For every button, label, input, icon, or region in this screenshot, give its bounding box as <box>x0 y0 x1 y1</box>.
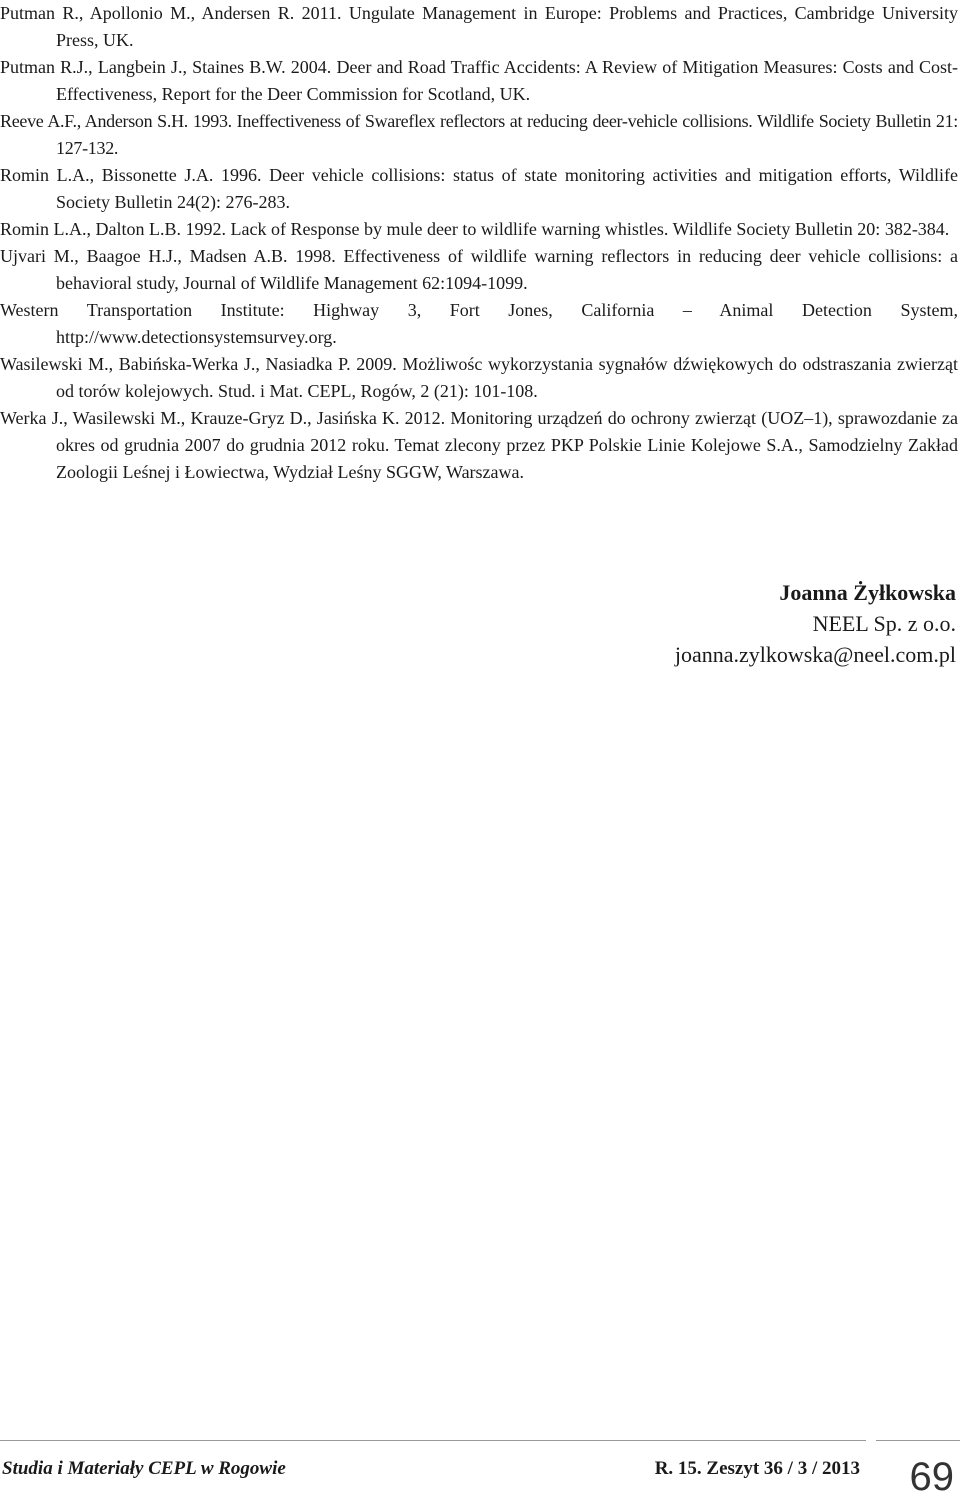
footer-divider-right <box>876 1440 960 1441</box>
reference-entry: Werka J., Wasilewski M., Krauze-Gryz D., Jasińska K. 2012. Monitoring urządzeń do ochrony zwierząt (UOZ–1), sprawozdanie za okres od grudnia 2007 do grudnia 2012 roku. Temat zlecony przez PKP Polskie Linie Kolejowe S.A., Samodzielny Zakład Zoologii Leśnej i Łowiectwa, Wydział Leśny SGGW, Warszawa. <box>0 408 958 482</box>
reference-entry: Putman R.J., Langbein J., Staines B.W. 2004. Deer and Road Traffic Accidents: A Review of Mitigation Measures: Costs and Cost-Effectiveness, Report for the Deer Commission for Scotland, UK. <box>0 57 958 104</box>
reference-entry: Reeve A.F., Anderson S.H. 1993. Ineffectiveness of Swareflex reflectors at reducing deer-vehicle collisions. Wildlife Society Bulletin 21: 127-132. <box>0 111 958 158</box>
author-company: NEEL Sp. z o.o. <box>812 611 956 636</box>
author-email: joanna.zylkowska@neel.com.pl <box>674 642 956 667</box>
footer-journal-title: Studia i Materiały CEPL w Rogowie <box>2 1458 286 1479</box>
reference-entry: Romin L.A., Bissonette J.A. 1996. Deer vehicle collisions: status of state monitoring activities and mitigation efforts, Wildlife Society Bulletin 24(2): 276-283. <box>0 165 958 212</box>
reference-entry: Putman R., Apollonio M., Andersen R. 2011. Ungulate Management in Europe: Problems and Practices, Cambridge University Press, UK. <box>0 3 958 50</box>
reference-entry: Ujvari M., Baagoe H.J., Madsen A.B. 1998. Effectiveness of wildlife warning reflectors in reducing deer vehicle collisions: a behavioral study, Journal of Wildlife Management 62:1094-1099. <box>0 246 958 293</box>
footer-issue: R. 15. Zeszyt 36 / 3 / 2013 <box>654 1458 860 1479</box>
footer-divider <box>0 1440 866 1441</box>
reference-entry: Romin L.A., Dalton L.B. 1992. Lack of Response by mule deer to wildlife warning whistles. Wildlife Society Bulletin 20: 382-384. <box>0 219 950 239</box>
reference-entry: Wasilewski M., Babińska-Werka J., Nasiadka P. 2009. Możliwośc wykorzystania sygnałów dźwiękowych do odstraszania zwierząt od torów kolejowych. Stud. i Mat. CEPL, Rogów, 2 (21): 101-108. <box>0 354 958 401</box>
page-number: 69 <box>909 1455 954 1499</box>
author-signature <box>675 577 956 670</box>
reference-entry: Western Transportation Institute: Highway 3, Fort Jones, California – Animal Detection System, http://www.detectionsystemsurvey.org. <box>0 300 958 347</box>
author-name: Joanna Żyłkowska <box>779 580 956 605</box>
reference-list <box>0 0 958 486</box>
